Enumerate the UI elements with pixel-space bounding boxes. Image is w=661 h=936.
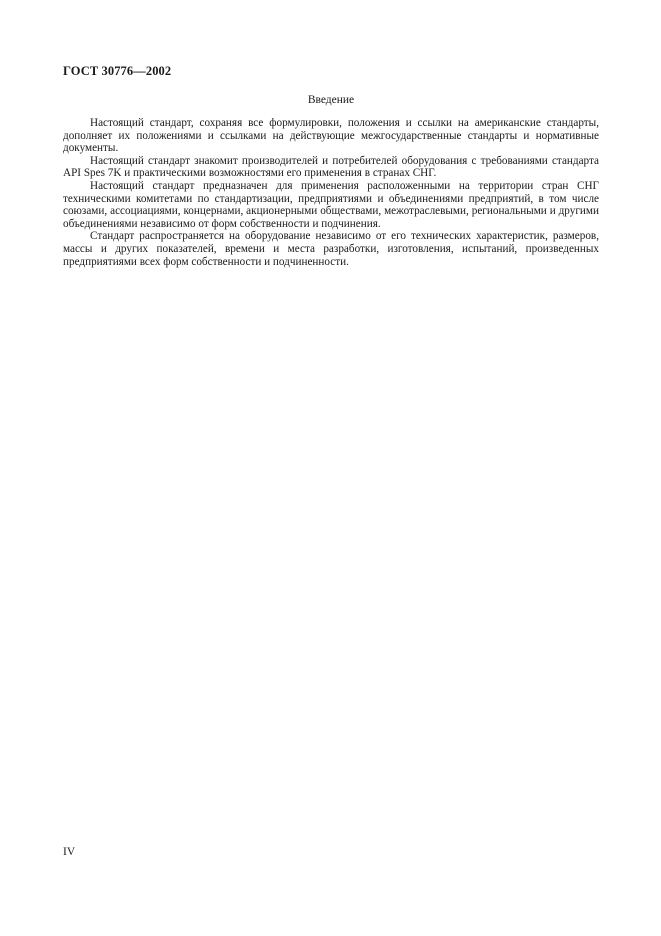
paragraph-2: Настоящий стандарт знакомит производителей и потребителей оборудования с требованиями стандарта API Spes 7K и практическими возможностями его применения в странах СНГ.	[63, 154, 599, 180]
paragraph-4: Стандарт распространяется на оборудование независимо от его технических характеристик, размеров, массы и других показателей, времени и места разработки, изготовления, испытаний, произведенных предприятиями всех форм собственности и подчиненности.	[63, 230, 599, 268]
page-number: IV	[63, 846, 76, 858]
paragraph-1: Настоящий стандарт, сохраняя все формулировки, положения и ссылки на американские стандарты, дополняет их положениями и ссылками на действующие межгосударственные стандарты и нормативные документы.	[63, 117, 599, 155]
body-text	[63, 117, 599, 268]
document-code-header: ГОСТ 30776—2002	[63, 64, 172, 78]
paragraph-3: Настоящий стандарт предназначен для применения расположенными на территории стран СНГ техническими комитетами по стандартизации, предприятиями и объединениями предприятий, в том числе союзами, ассоциациями, концернами, акционерными обществами, межотраслевыми, региональными и другими объединениями независимо от форм собственности и подчинения.	[63, 179, 599, 230]
section-title: Введение	[307, 94, 355, 106]
